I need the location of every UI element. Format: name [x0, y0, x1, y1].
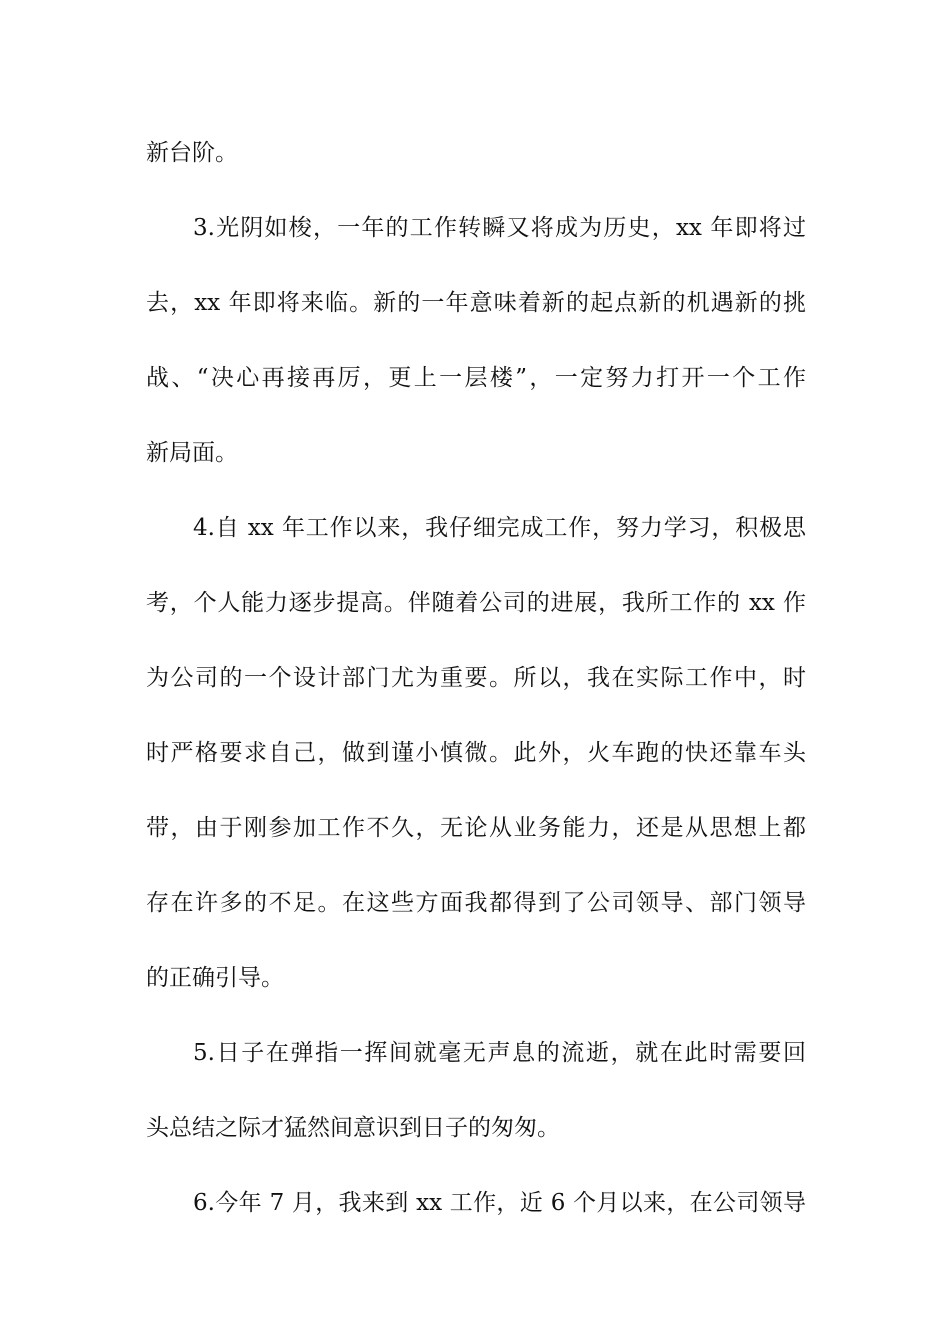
- text-line: 考，个人能力逐步提高。伴随着公司的进展，我所工作的 xx 作: [146, 590, 806, 616]
- text-line: 战、“决心再接再厉，更上一层楼”，一定努力打开一个工作: [146, 365, 806, 391]
- text-line: 的正确引导。: [146, 965, 284, 991]
- paragraph-6-line: 6.今年 7 月，我来到 xx 工作，近 6 个月以来，在公司领导: [193, 1190, 806, 1216]
- text-line: 时严格要求自己，做到谨小慎微。此外，火车跑的快还靠车头: [146, 740, 806, 766]
- paragraph-4-line: 4.自 xx 年工作以来，我仔细完成工作，努力学习，积极思: [193, 515, 806, 541]
- text-line: 新局面。: [146, 440, 238, 466]
- paragraph-3-line: 3.光阴如梭，一年的工作转瞬又将成为历史，xx 年即将过: [193, 215, 806, 241]
- text-line: 头总结之际才猛然间意识到日子的匆匆。: [146, 1115, 560, 1141]
- text-line: 去，xx 年即将来临。新的一年意味着新的起点新的机遇新的挑: [146, 290, 806, 316]
- text-line: 为公司的一个设计部门尤为重要。所以，我在实际工作中，时: [146, 665, 806, 691]
- text-line: 带，由于刚参加工作不久，无论从业务能力，还是从思想上都: [146, 815, 806, 841]
- text-line: 新台阶。: [146, 140, 238, 166]
- paragraph-5-line: 5.日子在弹指一挥间就毫无声息的流逝，就在此时需要回: [193, 1040, 806, 1066]
- text-line: 存在许多的不足。在这些方面我都得到了公司领导、部门领导: [146, 890, 806, 916]
